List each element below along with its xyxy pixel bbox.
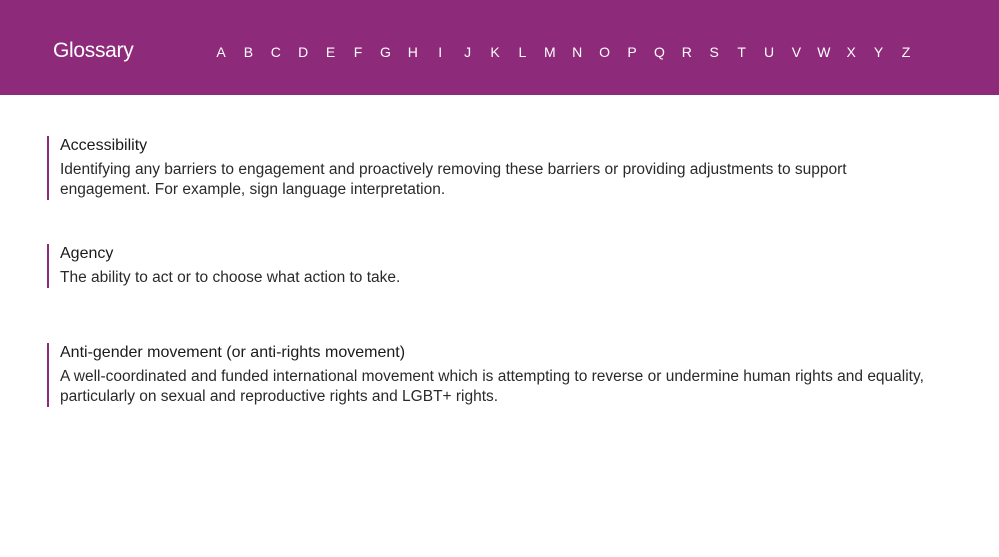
alphabet-link-v[interactable]: V xyxy=(791,44,802,60)
alphabet-link-i[interactable]: I xyxy=(438,44,443,60)
alphabet-link-k[interactable]: K xyxy=(490,44,500,60)
alphabet-link-c[interactable]: C xyxy=(270,44,281,60)
glossary-term: Agency xyxy=(60,245,114,262)
alphabet-link-f[interactable]: F xyxy=(353,44,363,60)
glossary-entry-accessibility xyxy=(47,136,940,200)
alphabet-link-h[interactable]: H xyxy=(407,44,418,60)
alphabet-link-x[interactable]: X xyxy=(846,44,856,60)
alphabet-link-r[interactable]: R xyxy=(681,44,692,60)
glossary-definition: The ability to act or to choose what action to take. xyxy=(60,269,401,286)
alphabet-link-q[interactable]: Q xyxy=(653,44,665,60)
alphabet-link-u[interactable]: U xyxy=(763,44,775,60)
glossary-entry-agency xyxy=(47,244,940,288)
alphabet-link-e[interactable]: E xyxy=(325,44,336,60)
alphabet-link-b[interactable]: B xyxy=(243,44,254,60)
page-title: Glossary xyxy=(53,39,134,62)
glossary-term: Accessibility xyxy=(60,137,148,154)
glossary-term: Anti-gender movement (or anti-rights movement) xyxy=(60,344,406,361)
alphabet-link-m[interactable]: M xyxy=(543,44,556,60)
alphabet-link-j[interactable]: J xyxy=(464,44,472,60)
alphabet-index xyxy=(207,43,922,61)
alphabet-link-z[interactable]: Z xyxy=(901,44,911,60)
alphabet-link-t[interactable]: T xyxy=(737,44,746,60)
alphabet-link-d[interactable]: D xyxy=(298,44,309,60)
alphabet-link-g[interactable]: G xyxy=(379,44,391,60)
alphabet-link-n[interactable]: N xyxy=(572,44,583,60)
glossary-header xyxy=(0,0,999,95)
alphabet-link-p[interactable]: P xyxy=(627,44,637,60)
glossary-definition: Identifying any barriers to engagement and proactively removing these barriers or providing adjustments to support engagement. For example, sign language interpretation. xyxy=(60,161,847,198)
glossary-definition: A well-coordinated and funded international movement which is attempting to reverse or undermine human rights and equality, particularly on sexual and reproductive rights and LGBT+ rights. xyxy=(60,368,924,405)
alphabet-link-w[interactable]: W xyxy=(817,44,831,60)
alphabet-link-a[interactable]: A xyxy=(216,44,226,60)
alphabet-link-s[interactable]: S xyxy=(709,44,719,60)
alphabet-link-y[interactable]: Y xyxy=(873,44,884,60)
glossary-entry-anti-gender-movement xyxy=(47,343,940,407)
alphabet-link-o[interactable]: O xyxy=(599,44,611,60)
alphabet-link-l[interactable]: L xyxy=(518,44,527,60)
